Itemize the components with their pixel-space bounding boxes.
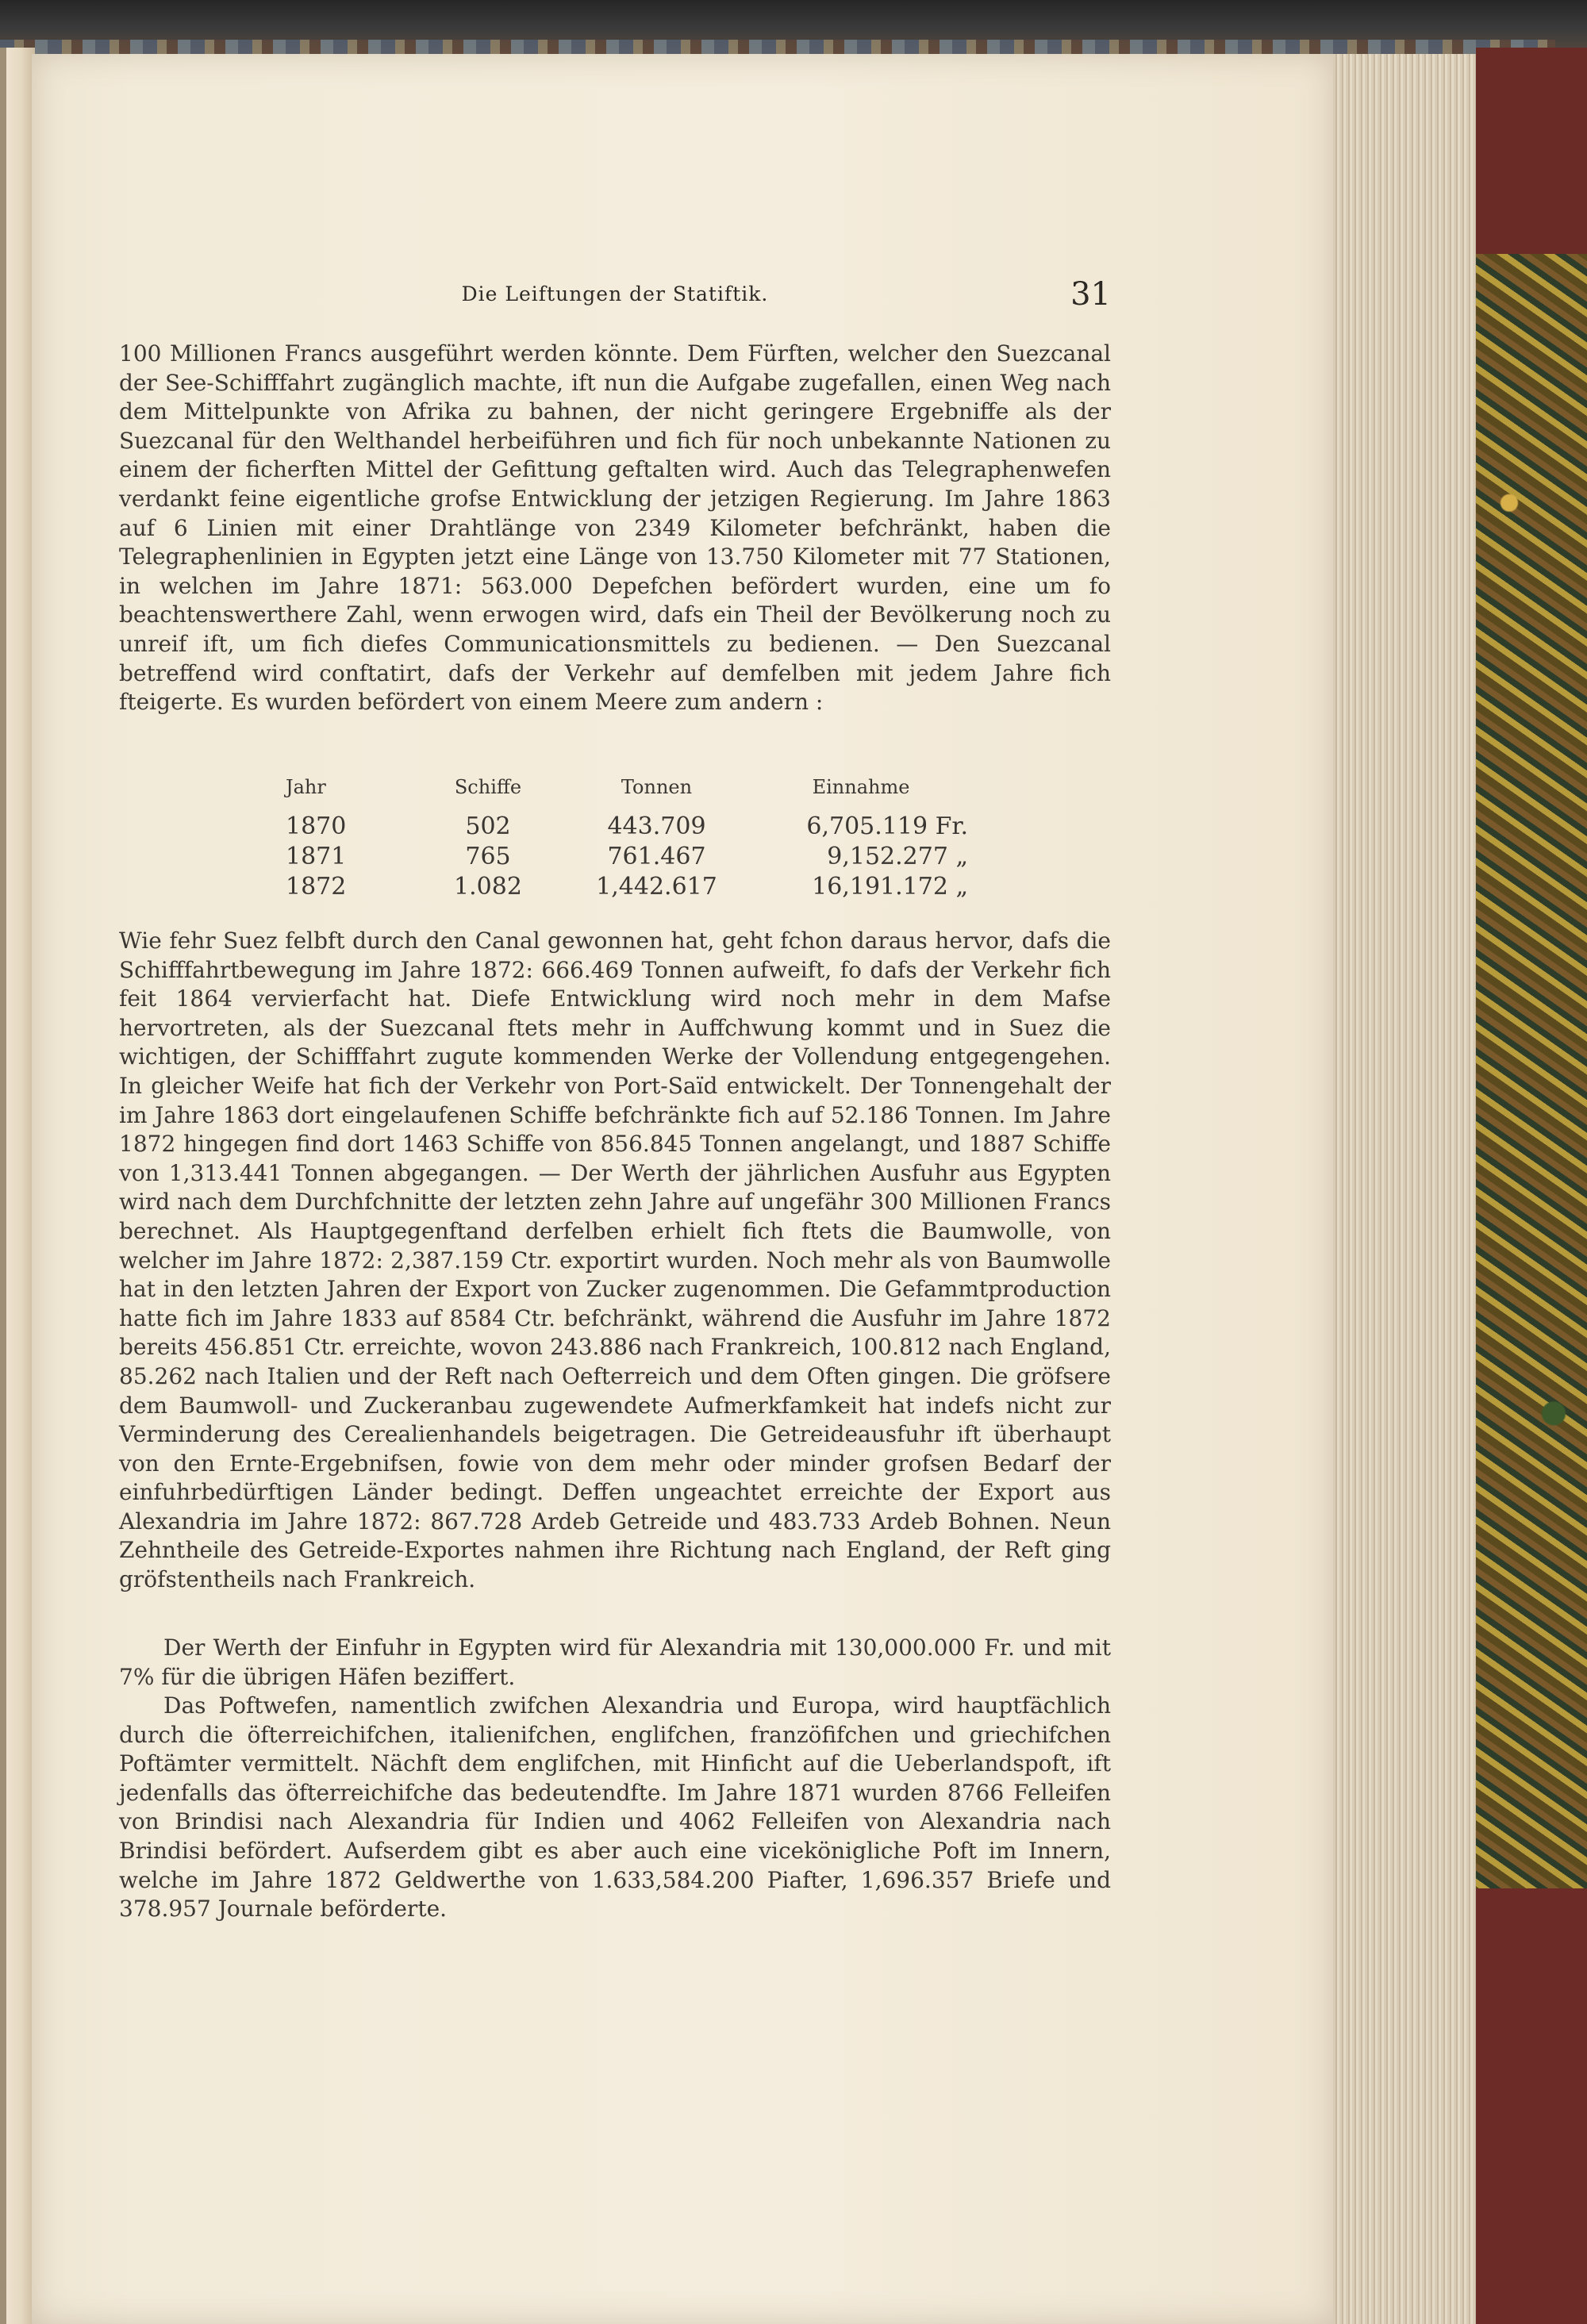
cell-ships: 1.082 bbox=[454, 873, 522, 901]
cell-revenue: 6,705.119 Fr. bbox=[806, 812, 968, 840]
header-schiffe: Schiffe bbox=[454, 776, 522, 798]
page-block-edges bbox=[1333, 54, 1476, 2324]
cell-ships: 502 bbox=[465, 812, 511, 840]
page-number: 31 bbox=[1070, 276, 1111, 313]
table-header-row bbox=[286, 776, 968, 812]
cell-tons: 761.467 bbox=[607, 843, 706, 870]
cell-year: 1872 bbox=[286, 873, 347, 901]
suez-canal-table bbox=[286, 776, 968, 903]
table-row bbox=[286, 873, 968, 903]
running-title: Die Leiftungen der Statiftik. bbox=[461, 282, 769, 305]
cell-ships: 765 bbox=[465, 843, 511, 870]
header-tonnen: Tonnen bbox=[621, 776, 693, 798]
cell-year: 1870 bbox=[286, 812, 347, 840]
cell-tons: 1,442.617 bbox=[596, 873, 717, 901]
paragraph-2: Wie fehr Suez felbft durch den Canal gewonnen hat, geht fchon daraus hervor, dafs die Schifffahrtbewegung im Jahre 1872: 666.469 Tonnen aufweift, fo dafs der Verkehr fich feit 1864 vervierfacht hat. Diefe Entwicklung wird noch mehr in dem Mafse hervortreten, als der Suezcanal ftets mehr in Auffchwung kommt und in Suez die wichtigen, der Schifffahrt zugute kommenden Werke der Vollendung entgegengehen. In gleicher Weife hat fich der Verkehr von Port-Saïd entwickelt. Der Tonnengehalt der im Jahre 1863 dort eingelaufenen Schiffe befchränkte fich auf 52.186 Tonnen. Im Jahre 1872 hingegen find dort 1463 Schiffe von 856.845 Tonnen angelangt, und 1887 Schiffe von 1,313.441 Tonnen abgegangen. — Der Werth der jährlichen Ausfuhr aus Egypten wird nach dem Durchfchnitte der letzten zehn Jahre auf ungefähr 300 Millionen Francs berechnet. Als Hauptgegenftand derfelben erhielt fich ftets die Baumwolle, von welcher im Jahre 1872: 2,387.159 Ctr. exportirt wurden. Noch mehr als von Baumwolle hat in den letzten Jahren der Export von Zucker zugenommen. Die Gefammtproduction hatte fich im Jahre 1833 auf 8584 Ctr. befchränkt, während die Ausfuhr im Jahre 1872 bereits 456.851 Ctr. erreichte, wovon 243.886 nach Frankreich, 100.812 nach England, 85.262 nach Italien und der Reft nach Oefterreich und dem Often gingen. Die gröfsere dem Baumwoll- und Zuckeranbau zugewendete Aufmerkfamkeit hat indefs nicht zur Verminderung des Cerealienhandels beigetragen. Die Getreideausfuhr ift überhaupt von den Ernte-Ergebnifsen, fowie von dem mehr oder minder grofsen Bedarf der einfuhrbedürftigen Länder bedingt. Deffen ungeachtet erreichte der Export aus Alexandria im Jahre 1872: 867.728 Ardeb Getreide und 483.733 Ardeb Bohnen. Neun Zehntheile des Getreide-Exportes nahmen ihre Richtung nach England, der Reft ging gröfstentheils nach Frankreich. bbox=[119, 928, 1111, 1593]
running-header bbox=[119, 276, 1111, 319]
cover-leather-top bbox=[1476, 48, 1587, 254]
header-jahr: Jahr bbox=[286, 776, 326, 798]
cell-tons: 443.709 bbox=[607, 812, 706, 840]
paragraph-1: 100 Millionen Francs ausgeführt werden könnte. Dem Fürften, welcher den Suezcanal der See-Schifffahrt zugänglich machte, ift nun die Aufgabe zugefallen, einen Weg nach dem Mittelpunkte von Afrika zu bahnen, der nicht geringere Ergebniffe als der Suezcanal für den Welthandel herbeiführen und fich für noch unbekannte Nationen zu einem der ficherften Mittel der Gefittung geftalten wird. Auch das Telegraphenwefen verdankt feine eigentliche grofse Entwicklung der jetzigen Regierung. Im Jahre 1863 auf 6 Linien mit einer Drahtlänge von 2349 Kilometer befchränkt, haben die Telegraphenlinien in Egypten jetzt eine Länge von 13.750 Kilometer mit 77 Stationen, in welchen im Jahre 1871: 563.000 Depefchen befördert wurden, eine um fo beachtenswerthere Zahl, wenn erwogen wird, dafs ein Theil der Bevölkerung noch zu unreif ift, um fich diefes Communicationsmittels zu bedienen. — Den Suezcanal betreffend wird conftatirt, dafs der Verkehr auf demfelben mit jedem Jahre fich fteigerte. Es wurden befördert von einem Meere zum andern : bbox=[119, 340, 1111, 716]
paragraph-3: Der Werth der Einfuhr in Egypten wird für Alexandria mit 130,000.000 Fr. und mit 7% für die übrigen Häfen beziffert. bbox=[119, 1634, 1111, 1690]
header-einnahme: Einnahme bbox=[812, 776, 910, 798]
cell-revenue: 9,152.277 „ bbox=[827, 843, 968, 870]
table-row bbox=[286, 843, 968, 873]
cell-revenue: 16,191.172 „ bbox=[812, 873, 968, 901]
scan-top-background bbox=[0, 0, 1587, 59]
paragraph-4: Das Poftwefen, namentlich zwifchen Alexandria und Europa, wird hauptfächlich durch die öfterreichifchen, italienifchen, englifchen, franzöfifchen und griechifchen Poftämter vermittelt. Nächft dem englifchen, mit Hinficht auf die Ueberlandspoft, ift jedenfalls das öfterreichifche das bedeutendfte. Im Jahre 1871 wurden 8766 Felleifen von Brindisi nach Alexandria für Indien und 4062 Felleifen von Alexandria nach Brindisi befördert. Aufserdem gibt es aber auch eine vicekönigliche Poft im Innern, welche im Jahre 1872 Geldwerthe von 1.633,584.200 Piafter, 1,696.357 Briefe und 378.957 Journale beförderte. bbox=[119, 1692, 1111, 1923]
cover-leather-bottom bbox=[1476, 1888, 1587, 2324]
left-binding-edge bbox=[0, 48, 6, 2324]
table-row bbox=[286, 812, 968, 843]
cell-year: 1871 bbox=[286, 843, 347, 870]
